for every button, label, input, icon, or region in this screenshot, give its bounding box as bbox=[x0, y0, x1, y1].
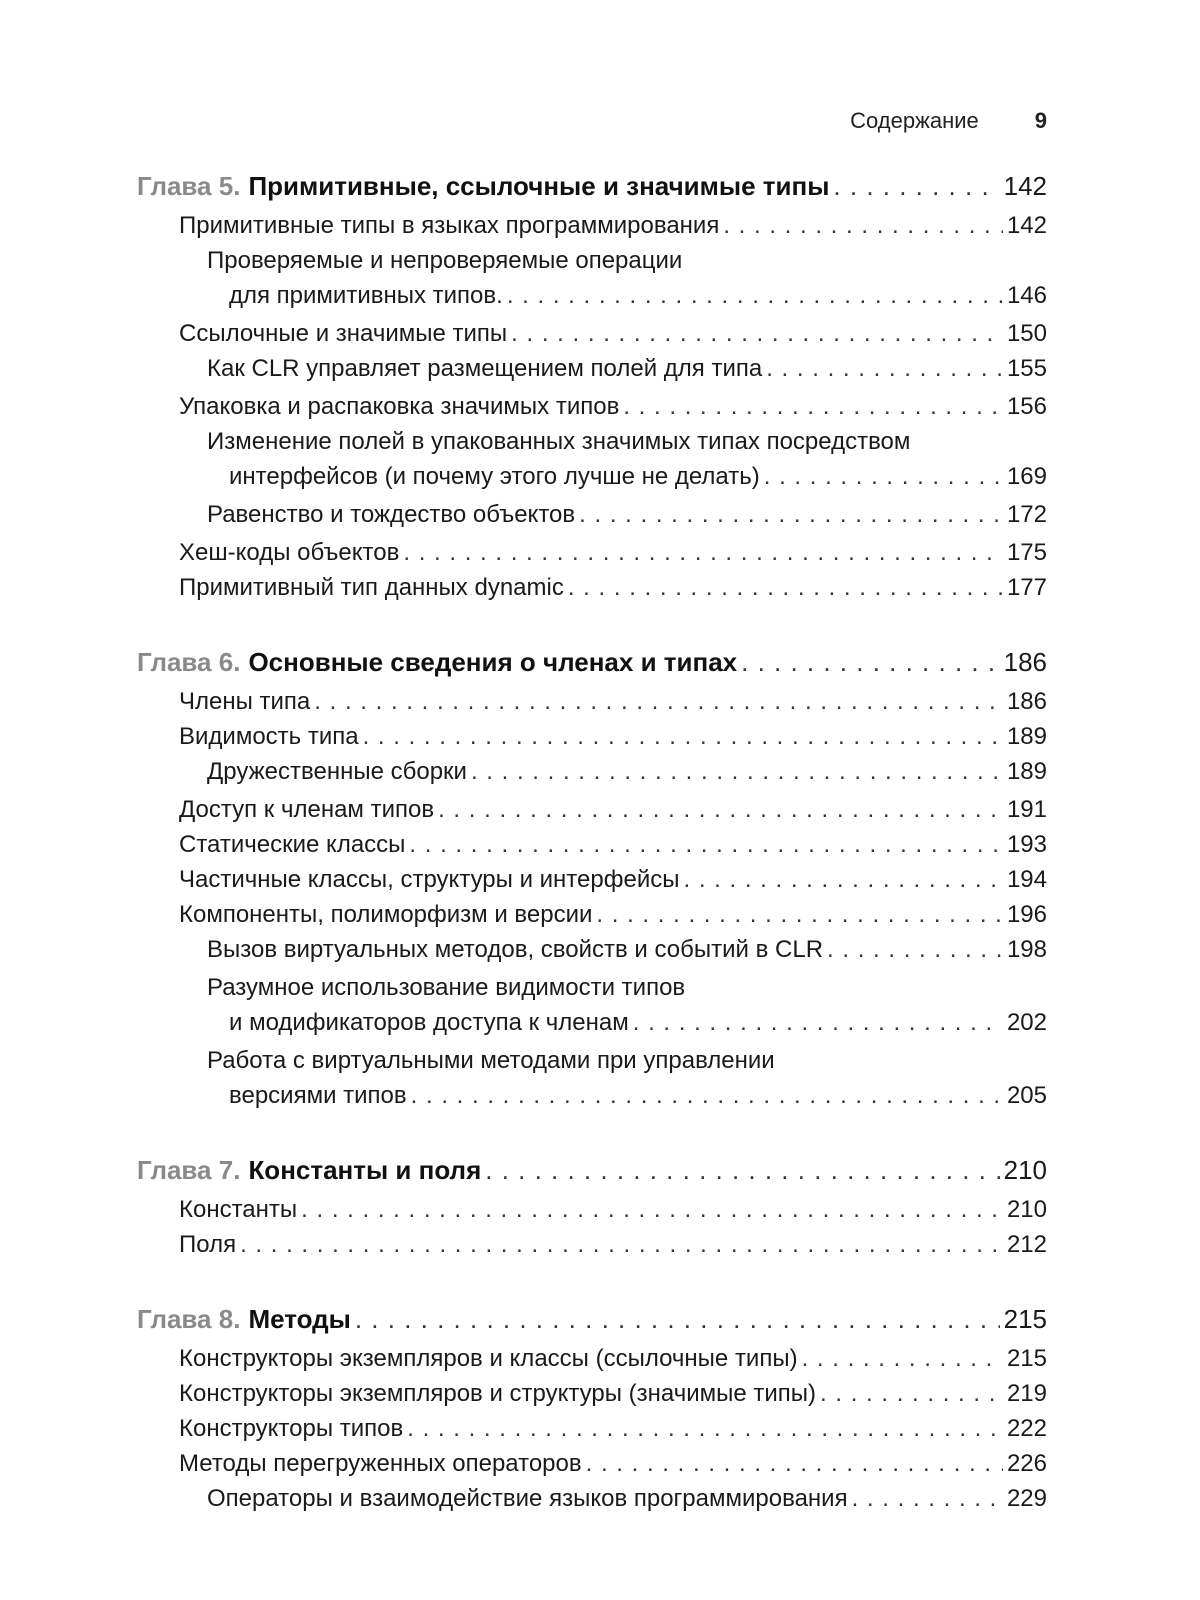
toc-entry-title: Работа с виртуальными методами при управлении bbox=[207, 1047, 775, 1074]
dot-leader bbox=[802, 1341, 1003, 1376]
toc-entry-page: 212 bbox=[1006, 1231, 1047, 1258]
toc-entry-line1 bbox=[137, 970, 1047, 1005]
toc-entry bbox=[137, 1481, 1047, 1516]
toc-entry-title: Проверяемые и непроверяемые операции bbox=[207, 247, 683, 274]
dot-leader bbox=[820, 1376, 1003, 1411]
toc-entry-title: Частичные классы, структуры и интерфейсы bbox=[179, 866, 680, 893]
toc-entry-page: 222 bbox=[1006, 1415, 1047, 1442]
chapter-page: 186 bbox=[1003, 647, 1047, 677]
toc-entry-title-cont: интерфейсов (и почему этого лучше не делать) bbox=[229, 463, 760, 490]
toc-entry bbox=[137, 1341, 1047, 1376]
toc-entry bbox=[137, 459, 1047, 494]
dot-leader bbox=[833, 166, 999, 206]
toc-entry bbox=[137, 497, 1047, 532]
toc-entry-line1 bbox=[137, 424, 1047, 459]
toc-entry bbox=[137, 1446, 1047, 1481]
toc-entry-title: Хеш-коды объектов bbox=[179, 539, 400, 566]
toc-entry bbox=[137, 570, 1047, 605]
toc-entry-page: 150 bbox=[1006, 320, 1047, 347]
dot-leader bbox=[240, 1227, 1003, 1262]
toc-entry-title: Доступ к членам типов bbox=[179, 796, 435, 823]
toc-entry-page: 156 bbox=[1006, 393, 1047, 420]
chapter-label: Глава 6. bbox=[137, 647, 241, 677]
toc-entry-page: 169 bbox=[1006, 463, 1047, 490]
toc-chapter-6 bbox=[137, 642, 1047, 1113]
toc-entry-page: 205 bbox=[1006, 1082, 1047, 1109]
toc-entry bbox=[137, 827, 1047, 862]
chapter-title: Примитивные, ссылочные и значимые типы bbox=[248, 171, 830, 201]
toc-chapter-8 bbox=[137, 1299, 1047, 1516]
toc-entry-page: 186 bbox=[1006, 688, 1047, 715]
toc-entry bbox=[137, 1227, 1047, 1262]
dot-leader bbox=[438, 792, 1003, 827]
toc-entry-page: 177 bbox=[1006, 574, 1047, 601]
toc-entry bbox=[137, 208, 1047, 243]
toc-entry-page: 196 bbox=[1006, 901, 1047, 928]
toc-entry bbox=[137, 754, 1047, 789]
chapter-label: Глава 5. bbox=[137, 171, 241, 201]
chapter-page: 142 bbox=[1003, 171, 1047, 201]
dot-leader bbox=[485, 1150, 999, 1190]
dot-leader bbox=[623, 389, 1003, 424]
toc-entry-page: 142 bbox=[1006, 212, 1047, 239]
toc-entry-title: Дружественные сборки bbox=[207, 758, 467, 785]
dot-leader bbox=[403, 535, 1003, 570]
toc-entry-page: 198 bbox=[1006, 936, 1047, 963]
dot-leader bbox=[363, 719, 1003, 754]
chapter-page: 215 bbox=[1003, 1304, 1047, 1334]
toc-entry-title: Как CLR управляет размещением полей для типа bbox=[207, 355, 763, 382]
dot-leader bbox=[314, 684, 1003, 719]
toc-entry-title: Конструкторы экземпляров и структуры (значимые типы) bbox=[179, 1380, 817, 1407]
dot-leader bbox=[633, 1005, 1003, 1040]
toc-entry-line1 bbox=[137, 1043, 1047, 1078]
toc-entry-page: 175 bbox=[1006, 539, 1047, 566]
toc-entry-title-cont: версиями типов bbox=[229, 1082, 407, 1109]
toc-entry-title: Члены типа bbox=[179, 688, 311, 715]
toc-entry-title: Изменение полей в упакованных значимых типах посредством bbox=[207, 428, 911, 455]
chapter-heading bbox=[137, 642, 1047, 682]
toc-entry-title-cont: и модификаторов доступа к членам bbox=[229, 1009, 629, 1036]
dot-leader bbox=[507, 278, 1003, 313]
toc-entry-title: Поля bbox=[179, 1231, 237, 1258]
toc-entry bbox=[137, 535, 1047, 570]
toc-entry-title: Разумное использование видимости типов bbox=[207, 974, 686, 1001]
chapter-heading bbox=[137, 1150, 1047, 1190]
toc-entry-title: Упаковка и распаковка значимых типов bbox=[179, 393, 620, 420]
toc-entry-page: 215 bbox=[1006, 1345, 1047, 1372]
toc-entry-page: 194 bbox=[1006, 866, 1047, 893]
toc-entry-page: 191 bbox=[1006, 796, 1047, 823]
toc-entry-title: Операторы и взаимодействие языков программирования bbox=[207, 1485, 848, 1512]
toc-entry-page: 155 bbox=[1006, 355, 1047, 382]
toc-entry bbox=[137, 1005, 1047, 1040]
toc-entry bbox=[137, 1192, 1047, 1227]
dot-leader bbox=[301, 1192, 1003, 1227]
toc-entry-line1 bbox=[137, 243, 1047, 278]
toc-entry bbox=[137, 897, 1047, 932]
toc-entry bbox=[137, 862, 1047, 897]
toc-entry-page: 219 bbox=[1006, 1380, 1047, 1407]
chapter-label: Глава 7. bbox=[137, 1155, 241, 1185]
toc-entry-page: 193 bbox=[1006, 831, 1047, 858]
toc-entry-page: 202 bbox=[1006, 1009, 1047, 1036]
dot-leader bbox=[596, 897, 1003, 932]
toc-chapter-5 bbox=[137, 166, 1047, 605]
toc-entry-page: 189 bbox=[1006, 723, 1047, 750]
toc-entry bbox=[137, 932, 1047, 967]
toc-entry bbox=[137, 792, 1047, 827]
dot-leader bbox=[411, 1078, 1003, 1113]
toc-entry-title: Примитивные типы в языках программирования bbox=[179, 212, 720, 239]
toc-entry-page: 172 bbox=[1006, 501, 1047, 528]
dot-leader bbox=[511, 316, 1003, 351]
toc-entry-title: Ссылочные и значимые типы bbox=[179, 320, 508, 347]
chapter-title: Методы bbox=[248, 1304, 351, 1334]
toc-entry-title: Методы перегруженных операторов bbox=[179, 1450, 582, 1477]
page-number: 9 bbox=[1034, 108, 1047, 133]
dot-leader bbox=[586, 1446, 1003, 1481]
toc-entry-title: Конструкторы экземпляров и классы (ссылочные типы) bbox=[179, 1345, 798, 1372]
toc-chapter-7 bbox=[137, 1150, 1047, 1262]
toc-entry bbox=[137, 1078, 1047, 1113]
chapter-page: 210 bbox=[1003, 1155, 1047, 1185]
dot-leader bbox=[852, 1481, 1003, 1516]
toc-entry-title: Конструкторы типов bbox=[179, 1415, 404, 1442]
toc-entry-title: Примитивный тип данных dynamic bbox=[179, 574, 564, 601]
toc-entry bbox=[137, 1411, 1047, 1446]
toc-entry-page: 226 bbox=[1006, 1450, 1047, 1477]
toc-entry-title: Компоненты, полиморфизм и версии bbox=[179, 901, 593, 928]
toc-entry bbox=[137, 316, 1047, 351]
toc-entry bbox=[137, 719, 1047, 754]
dot-leader bbox=[766, 351, 1003, 386]
toc-entry bbox=[137, 684, 1047, 719]
dot-leader bbox=[723, 208, 1003, 243]
dot-leader bbox=[579, 497, 1003, 532]
dot-leader bbox=[827, 932, 1003, 967]
dot-leader bbox=[741, 642, 999, 682]
chapter-heading bbox=[137, 166, 1047, 206]
toc-entry-title: Константы bbox=[179, 1196, 298, 1223]
chapter-heading bbox=[137, 1299, 1047, 1339]
toc-entry-page: 189 bbox=[1006, 758, 1047, 785]
running-header bbox=[850, 108, 1047, 134]
dot-leader bbox=[683, 862, 1002, 897]
toc-entry-page: 229 bbox=[1006, 1485, 1047, 1512]
toc-entry-title: Видимость типа bbox=[179, 723, 359, 750]
chapter-label: Глава 8. bbox=[137, 1304, 241, 1334]
dot-leader bbox=[764, 459, 1003, 494]
toc-entry-title: Вызов виртуальных методов, свойств и событий в CLR bbox=[207, 936, 824, 963]
dot-leader bbox=[409, 827, 1003, 862]
dot-leader bbox=[568, 570, 1003, 605]
toc-entry-page: 146 bbox=[1006, 282, 1047, 309]
toc-entry-title: Равенство и тождество объектов bbox=[207, 501, 576, 528]
table-of-contents bbox=[137, 166, 1047, 1553]
dot-leader bbox=[407, 1411, 1003, 1446]
running-header-title: Содержание bbox=[850, 108, 979, 133]
dot-leader bbox=[355, 1299, 1000, 1339]
dot-leader bbox=[471, 754, 1003, 789]
toc-entry bbox=[137, 278, 1047, 313]
toc-entry-title-cont: для примитивных типов. bbox=[229, 282, 503, 309]
chapter-title: Константы и поля bbox=[248, 1155, 482, 1185]
toc-entry-title: Статические классы bbox=[179, 831, 406, 858]
toc-entry-page: 210 bbox=[1006, 1196, 1047, 1223]
toc-entry bbox=[137, 389, 1047, 424]
chapter-title: Основные сведения о членах и типах bbox=[248, 647, 738, 677]
toc-entry bbox=[137, 1376, 1047, 1411]
toc-entry bbox=[137, 351, 1047, 386]
